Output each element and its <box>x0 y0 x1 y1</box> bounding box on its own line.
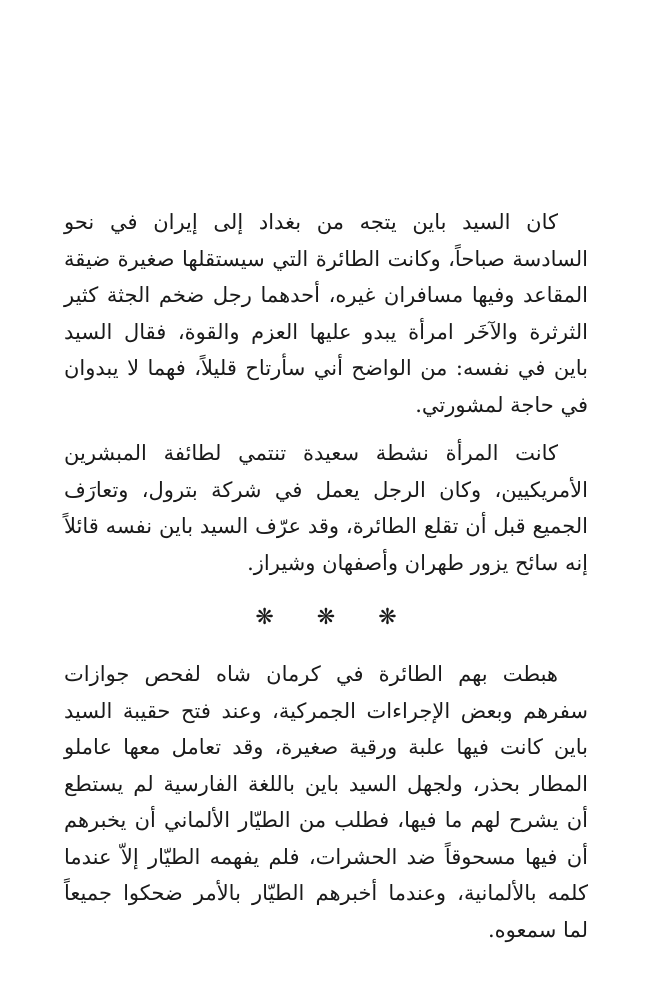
paragraph-1: كان السيد باين يتجه من بغداد إلى إيران في نحو السادسة صباحاً، وكانت الطائرة التي سيستقلها صغيرة ضيقة المقاعد وفيها مسافران غيره، أحدهما رجل ضخم الجثة كثير الثرثرة والآخَر امرأة يبدو عليها العزم والقوة، فقال السيد باين في نفسه: من الواضح أني سأرتاح قليلاً، فهما لا يبدوان في حاجة لمشورتي. <box>64 210 588 417</box>
paragraph-3: هبطت بهم الطائرة في كرمان شاه لفحص جوازات سفرهم وبعض الإجراءات الجمركية، وعند فتح حقيبة السيد باين كانت فيها علبة ورقية صغيرة، وقد تعامل معها عاملو المطار بحذر، ولجهل السيد باين باللغة الفارسية لم يستطع أن يشرح لهم ما فيها، فطلب من الطيّار الألماني أن يخبرهم أن فيها مسحوقاً ضد الحشرات، فلم يفهمه الطيّار إلاّ عندما كلمه بالألمانية، وعندما أخبرهم الطيّار بالأمر ضحكوا جميعاً لما سمعوه. <box>64 662 588 942</box>
section-separator: ❋ ❋ ❋ <box>255 605 415 630</box>
book-page <box>64 204 588 948</box>
paragraph-2: كانت المرأة نشطة سعيدة تنتمي لطائفة المبشرين الأمريكيين، وكان الرجل يعمل في شركة بترول، وتعارَف الجميع قبل أن تقلع الطائرة، وقد عرّف السيد باين نفسه قائلاً إنه سائح يزور طهران وأصفهان وشيراز. <box>64 441 588 575</box>
